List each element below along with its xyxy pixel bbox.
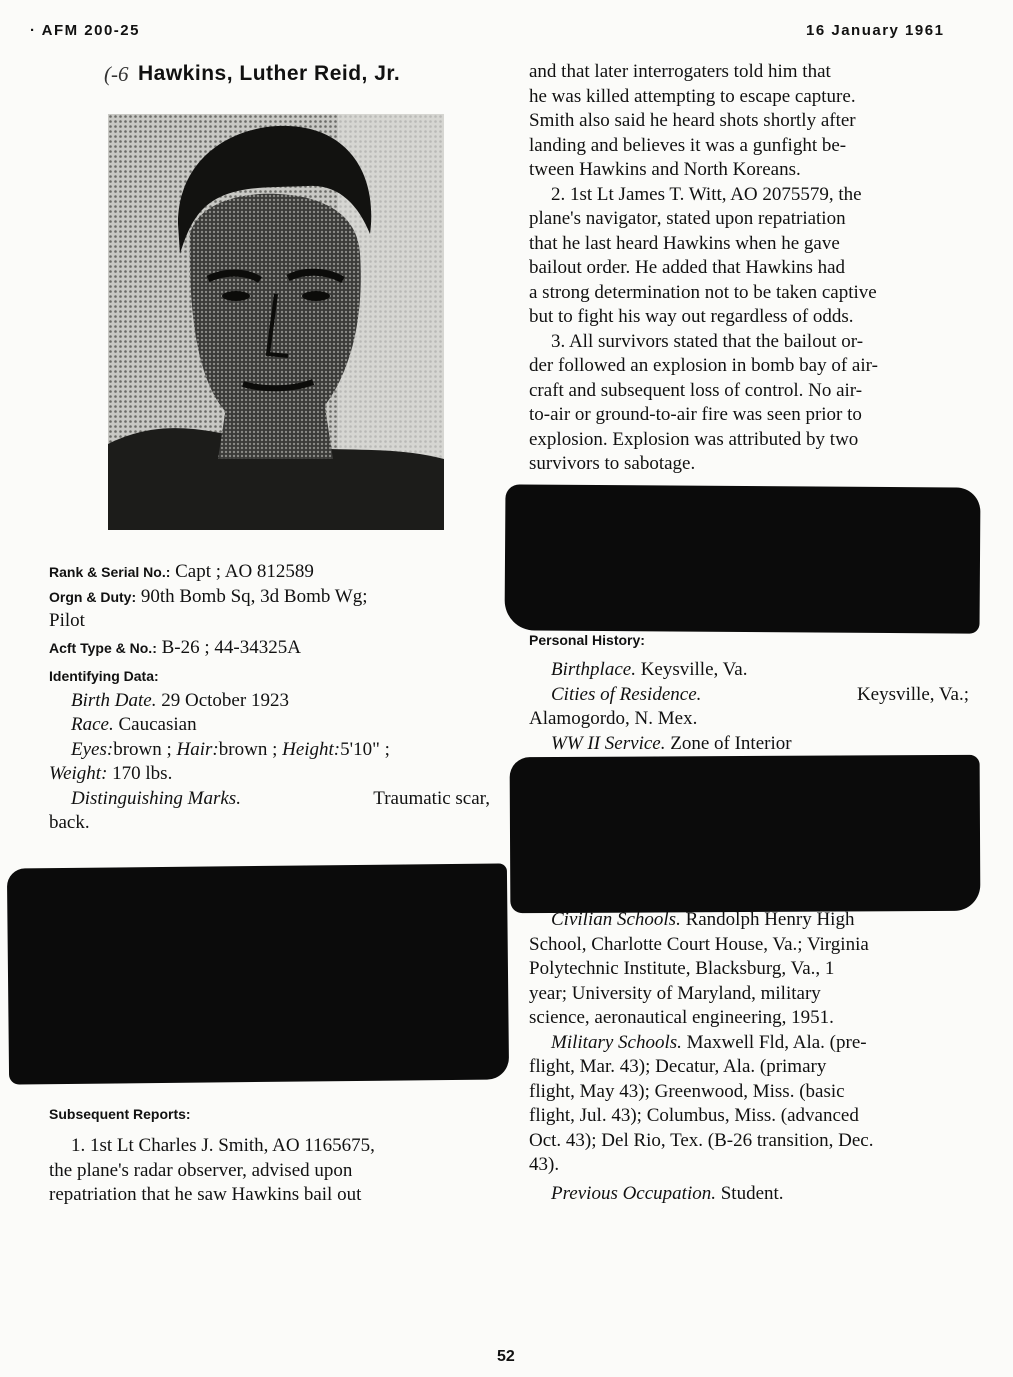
- race-label: Race.: [71, 714, 114, 735]
- marks-row: [49, 787, 494, 812]
- report-2-line: but to fight his way out regardless of odds.: [529, 306, 854, 327]
- civilian-line: year; University of Maryland, military: [529, 982, 821, 1004]
- report-3-line: explosion. Explosion was attributed by two: [529, 428, 859, 450]
- hair-label: Hair:: [176, 738, 219, 760]
- portrait-image: [108, 114, 444, 530]
- document-date: 16 January 1961: [806, 22, 945, 39]
- acft-row: [49, 636, 494, 661]
- eyes-hair-height-row: [49, 738, 494, 763]
- report-3-line: craft and subsequent loss of control. No air-: [529, 379, 863, 401]
- cities-label: Cities of Residence.: [551, 683, 702, 705]
- cities-row: [529, 683, 969, 708]
- civilian-label: Civilian Schools.: [551, 909, 681, 930]
- civilian-row: [529, 908, 969, 933]
- acft-value: B-26 ; 44-34325A: [161, 636, 301, 658]
- occupation-value: Student.: [720, 1182, 784, 1204]
- weight-label: Weight:: [49, 763, 108, 784]
- ww2-row: [529, 732, 969, 757]
- reports-right-column: [529, 60, 969, 477]
- acft-label: Acft Type & No.:: [49, 639, 157, 656]
- cities-value-cont: Alamogordo, N. Mex.: [529, 708, 698, 729]
- report-2-line: a strong determination not to be taken captive: [529, 281, 877, 303]
- marks-value: Traumatic scar,: [373, 787, 490, 809]
- report-3-line: to-air or ground-to-air fire was seen prior to: [529, 404, 862, 425]
- military-line: Maxwell Fld, Ala. (pre-: [686, 1031, 867, 1053]
- occupation-row: [529, 1182, 969, 1207]
- birth-date-row: [49, 689, 494, 714]
- report-3-line: survivors to sabotage.: [529, 453, 696, 474]
- occupation-label: Previous Occupation.: [551, 1182, 716, 1204]
- report-1-cont-line: and that later interrogaters told him that: [529, 61, 831, 82]
- report-2-line: that he last heard Hawkins when he gave: [529, 232, 840, 254]
- eyes-label: Eyes:: [71, 738, 114, 760]
- birthplace-value: Keysville, Va.: [640, 659, 748, 680]
- military-row: [529, 1031, 969, 1056]
- civilian-line: Polytechnic Institute, Blacksburg, Va., 1: [529, 958, 835, 979]
- birthplace-label: Birthplace.: [551, 659, 636, 680]
- report-3-line: 3. All survivors stated that the bailout or-: [551, 330, 864, 352]
- handwritten-mark: (-6: [104, 62, 129, 86]
- civilian-line: Randolph Henry High: [685, 909, 855, 930]
- height-label: Height:: [282, 738, 341, 760]
- rank-value: Capt ; AO 812589: [175, 561, 314, 582]
- ww2-label: WW II Service.: [551, 732, 666, 754]
- orgn-value-cont: Pilot: [49, 610, 85, 631]
- military-line: 43).: [529, 1154, 560, 1175]
- report-1-line: 1. 1st Lt Charles J. Smith, AO 1165675,: [71, 1135, 375, 1156]
- subsequent-reports-heading: Subsequent Reports:: [49, 1106, 191, 1122]
- civilian-line: School, Charlotte Court House, Va.; Virginia: [529, 933, 869, 955]
- ww2-value: Zone of Interior: [670, 732, 792, 754]
- schools-section: [529, 908, 969, 1206]
- eyes-value: brown ;: [113, 738, 172, 760]
- document-id: · AFM 200-25: [30, 22, 140, 39]
- military-line: flight, Mar. 43); Decatur, Ala. (primary: [529, 1056, 827, 1077]
- rank-row: [49, 560, 494, 585]
- report-1-left: [49, 1134, 494, 1208]
- report-1-cont-line: tween Hawkins and North Koreans.: [529, 159, 801, 180]
- report-2-line: plane's navigator, stated upon repatriation: [529, 208, 846, 229]
- height-value: 5'10" ;: [340, 738, 390, 760]
- subject-photo: [108, 114, 444, 530]
- report-1-line: the plane's radar observer, advised upon: [49, 1159, 353, 1181]
- civilian-line: science, aeronautical engineering, 1951.: [529, 1007, 834, 1028]
- subject-name: Hawkins, Luther Reid, Jr.: [138, 62, 401, 85]
- report-1-cont-line: he was killed attempting to escape capture.: [529, 85, 856, 107]
- military-label: Military Schools.: [551, 1031, 682, 1053]
- cities-value: Keysville, Va.;: [856, 683, 969, 705]
- military-line: flight, Jul. 43); Columbus, Miss. (advanced: [529, 1105, 859, 1126]
- military-line: flight, May 43); Greenwood, Miss. (basic: [529, 1080, 845, 1102]
- race-value: Caucasian: [118, 714, 197, 735]
- personal-history-heading: Personal History:: [529, 632, 645, 648]
- race-row: [49, 713, 494, 738]
- orgn-row: [49, 585, 494, 610]
- redaction-block: [510, 755, 981, 913]
- weight-row: [49, 762, 494, 787]
- identification-section: [49, 560, 494, 836]
- hair-value: brown ;: [218, 738, 278, 760]
- military-line: Oct. 43); Del Rio, Tex. (B-26 transition, Dec.: [529, 1129, 874, 1151]
- report-3-line: der followed an explosion in bomb bay of air-: [529, 355, 878, 376]
- redaction-block: [504, 484, 980, 633]
- orgn-label: Orgn & Duty:: [49, 588, 137, 605]
- report-2-line: bailout order. He added that Hawkins had: [529, 257, 846, 278]
- birthplace-row: [529, 658, 969, 683]
- identifying-data-heading: Identifying Data:: [49, 668, 159, 684]
- personal-history-section: [529, 658, 969, 756]
- birth-date-value: 29 October 1923: [161, 689, 289, 711]
- marks-label: Distinguishing Marks.: [71, 787, 241, 809]
- rank-label: Rank & Serial No.:: [49, 564, 171, 580]
- redaction-block: [7, 863, 509, 1084]
- report-1-line: repatriation that he saw Hawkins bail out: [49, 1184, 362, 1205]
- marks-value-cont: back.: [49, 812, 90, 833]
- birth-date-label: Birth Date.: [71, 689, 157, 711]
- report-1-cont-line: landing and believes it was a gunfight be-: [529, 134, 847, 156]
- report-2-line: 2. 1st Lt James T. Witt, AO 2075579, the: [551, 183, 862, 205]
- page-number: 52: [497, 1348, 515, 1365]
- weight-value: 170 lbs.: [112, 763, 173, 784]
- report-1-cont-line: Smith also said he heard shots shortly after: [529, 110, 856, 131]
- orgn-value: 90th Bomb Sq, 3d Bomb Wg;: [140, 585, 368, 607]
